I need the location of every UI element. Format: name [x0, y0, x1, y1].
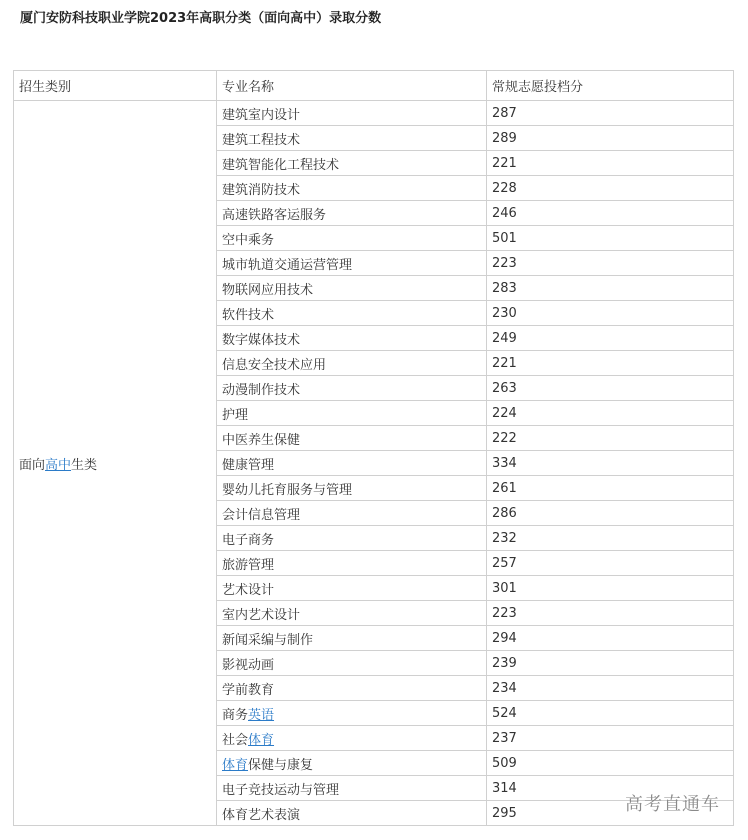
category-text-pre: 面向 — [19, 457, 46, 473]
score-cell: 524 — [487, 701, 734, 726]
score-cell: 334 — [487, 451, 734, 476]
score-cell: 223 — [487, 251, 734, 276]
major-keyword-link[interactable]: 英语 — [248, 707, 275, 723]
score-cell: 301 — [487, 576, 734, 601]
major-cell: 学前教育 — [217, 676, 487, 701]
major-cell: 体育艺术表演 — [217, 801, 487, 826]
major-cell: 城市轨道交通运营管理 — [217, 251, 487, 276]
category-cell — [14, 101, 217, 826]
major-keyword-link[interactable]: 体育 — [248, 732, 275, 748]
score-cell: 222 — [487, 426, 734, 451]
table-row — [14, 101, 734, 126]
page-title: 厦门安防科技职业学院2023年高职分类（面向高中）录取分数 — [20, 11, 382, 26]
header-major: 专业名称 — [217, 71, 487, 101]
score-cell: 501 — [487, 226, 734, 251]
major-cell: 建筑室内设计 — [217, 101, 487, 126]
score-cell: 286 — [487, 501, 734, 526]
score-cell: 295 — [487, 801, 734, 826]
score-cell: 239 — [487, 651, 734, 676]
major-cell: 物联网应用技术 — [217, 276, 487, 301]
score-cell: 263 — [487, 376, 734, 401]
major-cell: 空中乘务 — [217, 226, 487, 251]
major-cell: 婴幼儿托育服务与管理 — [217, 476, 487, 501]
major-cell: 建筑工程技术 — [217, 126, 487, 151]
major-text: 商务 — [222, 707, 249, 723]
score-cell: 246 — [487, 201, 734, 226]
major-cell: 电子商务 — [217, 526, 487, 551]
score-cell: 249 — [487, 326, 734, 351]
score-cell: 287 — [487, 101, 734, 126]
score-cell: 221 — [487, 151, 734, 176]
category-link-gaozhong[interactable]: 高中 — [45, 457, 72, 473]
major-cell: 高速铁路客运服务 — [217, 201, 487, 226]
major-cell: 室内艺术设计 — [217, 601, 487, 626]
major-cell: 建筑消防技术 — [217, 176, 487, 201]
major-cell: 影视动画 — [217, 651, 487, 676]
major-cell — [217, 726, 487, 751]
major-text: 保健与康复 — [248, 757, 314, 773]
header-score: 常规志愿投档分 — [487, 71, 734, 101]
major-cell: 动漫制作技术 — [217, 376, 487, 401]
watermark-text: 高考直通车 — [625, 794, 720, 815]
category-text-post: 生类 — [71, 457, 98, 473]
header-category: 招生类别 — [14, 71, 217, 101]
major-cell: 信息安全技术应用 — [217, 351, 487, 376]
major-cell: 中医养生保健 — [217, 426, 487, 451]
major-cell: 护理 — [217, 401, 487, 426]
score-cell: 237 — [487, 726, 734, 751]
major-text: 社会 — [222, 732, 249, 748]
score-cell: 261 — [487, 476, 734, 501]
score-cell: 221 — [487, 351, 734, 376]
major-cell: 旅游管理 — [217, 551, 487, 576]
admission-scores-table — [13, 70, 734, 826]
major-cell: 新闻采编与制作 — [217, 626, 487, 651]
major-cell: 健康管理 — [217, 451, 487, 476]
major-keyword-link[interactable]: 体育 — [222, 757, 249, 773]
table-header-row — [14, 71, 734, 101]
major-cell: 会计信息管理 — [217, 501, 487, 526]
score-cell: 509 — [487, 751, 734, 776]
major-cell — [217, 701, 487, 726]
score-cell: 314 — [487, 776, 734, 801]
score-cell: 257 — [487, 551, 734, 576]
score-cell: 223 — [487, 601, 734, 626]
score-cell: 228 — [487, 176, 734, 201]
score-cell: 224 — [487, 401, 734, 426]
major-cell: 电子竞技运动与管理 — [217, 776, 487, 801]
score-cell: 232 — [487, 526, 734, 551]
major-cell: 软件技术 — [217, 301, 487, 326]
major-cell: 建筑智能化工程技术 — [217, 151, 487, 176]
score-cell: 294 — [487, 626, 734, 651]
score-cell: 289 — [487, 126, 734, 151]
score-cell: 234 — [487, 676, 734, 701]
score-cell: 230 — [487, 301, 734, 326]
major-cell: 艺术设计 — [217, 576, 487, 601]
score-cell: 283 — [487, 276, 734, 301]
major-cell — [217, 751, 487, 776]
major-cell: 数字媒体技术 — [217, 326, 487, 351]
